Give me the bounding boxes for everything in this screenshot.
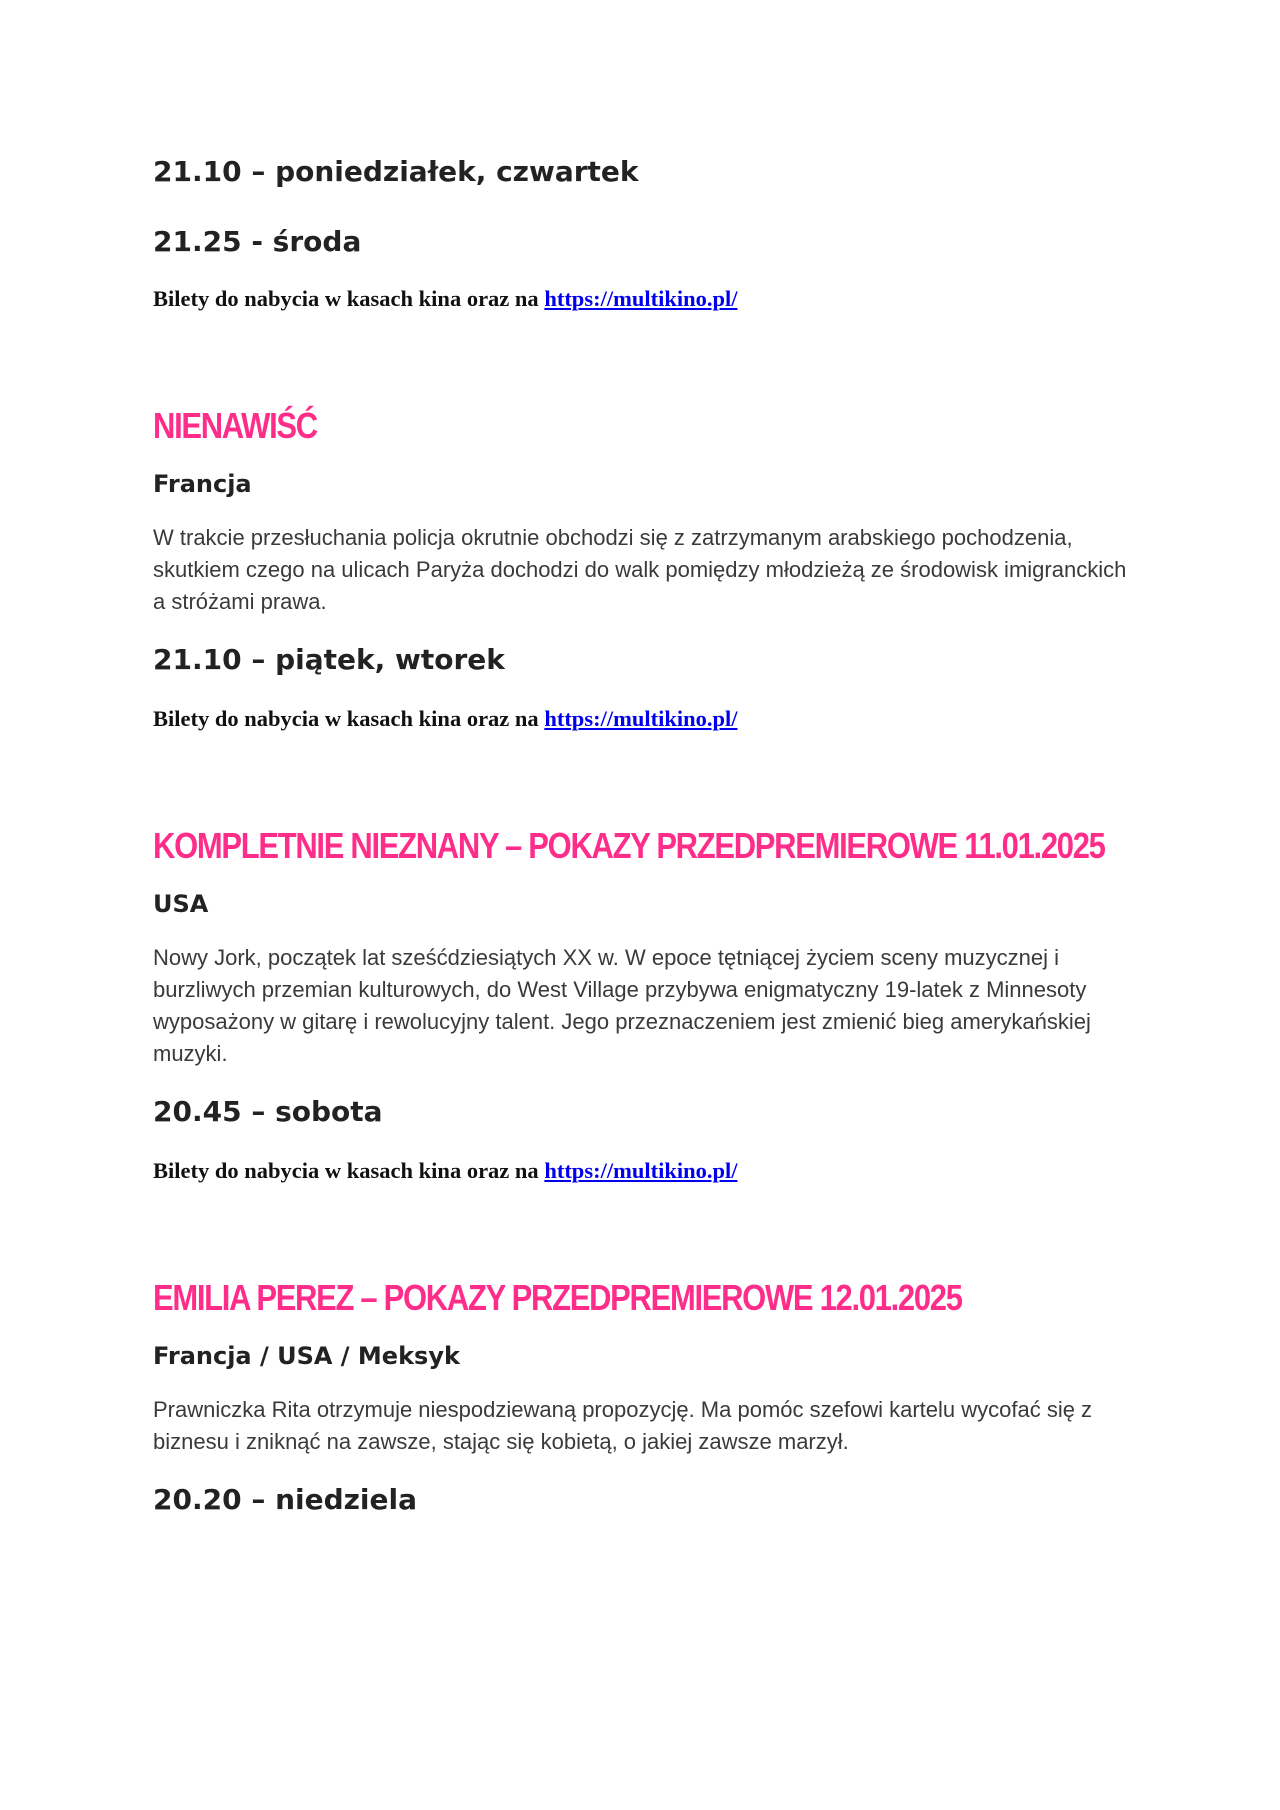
screening-time: 20.45 – sobota: [153, 1095, 383, 1128]
film-title: KOMPLETNIE NIEZNANY – POKAZY PRZEDPREMIEROWE 11.01.2025: [153, 825, 1105, 866]
tickets-link[interactable]: https://multikino.pl/: [544, 706, 738, 731]
film-description: Prawniczka Rita otrzymuje niespodziewaną propozycję. Ma pomóc szefowi kartelu wycofać się z biznesu i zniknąć na zawsze, stając się kobietą, o jakiej zawsze marzył.: [153, 1397, 1093, 1454]
film-country: Francja / USA / Meksyk: [153, 1342, 460, 1370]
film-country: Francja: [153, 470, 252, 498]
document-page: [153, 150, 1153, 1520]
tickets-info: [153, 1156, 1153, 1186]
film-description: Nowy Jork, początek lat sześćdziesiątych XX w. W epoce tętniącej życiem sceny muzycznej i burzliwych przemian kulturowych, do West Village przybywa enigmatyczny 19-latek z Minnesoty wyposażony w gitarę i rewolucyjny talent. Jego przeznaczeniem jest zmienić bieg amerykańskiej muzyki.: [153, 945, 1091, 1066]
tickets-link[interactable]: https://multikino.pl/: [544, 286, 738, 311]
tickets-info: [153, 284, 1153, 314]
tickets-info: [153, 704, 1153, 734]
film-title: NIENAWIŚĆ: [153, 405, 317, 446]
tickets-text: Bilety do nabycia w kasach kina oraz na: [153, 286, 545, 311]
screening-time: 21.10 – poniedziałek, czwartek: [153, 155, 639, 188]
tickets-text: Bilety do nabycia w kasach kina oraz na: [153, 1158, 545, 1183]
film-description: W trakcie przesłuchania policja okrutnie obchodzi się z zatrzymanym arabskiego pochodzenia, skutkiem czego na ulicach Paryża dochodzi do walk pomiędzy młodzieżą ze środowisk imigranckich a stróżami prawa.: [153, 525, 1127, 614]
film-title: EMILIA PEREZ – POKAZY PRZEDPREMIEROWE 12.01.2025: [153, 1277, 962, 1318]
screening-time: 21.10 – piątek, wtorek: [153, 643, 505, 676]
screening-time: 20.20 – niedziela: [153, 1483, 418, 1516]
screening-time: 21.25 - środa: [153, 225, 362, 258]
tickets-text: Bilety do nabycia w kasach kina oraz na: [153, 706, 545, 731]
film-country: USA: [153, 890, 209, 918]
tickets-link[interactable]: https://multikino.pl/: [544, 1158, 738, 1183]
